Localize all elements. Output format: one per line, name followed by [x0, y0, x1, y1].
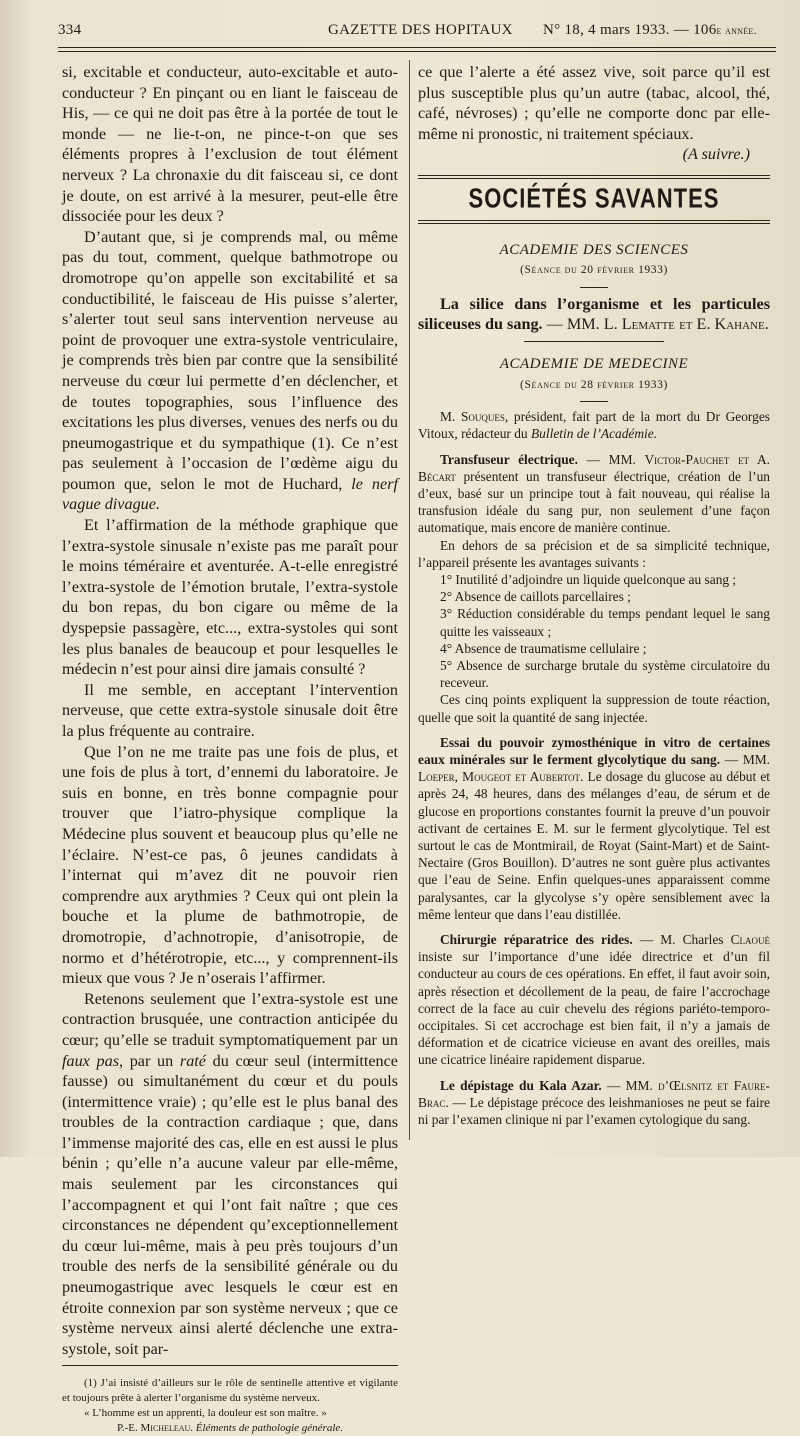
footnote-rule	[62, 1365, 398, 1366]
short-rule-1	[580, 287, 608, 288]
advantage-3: 3° Réduction considérable du temps pendant lequel le sang quitte les vaisseaux ;	[440, 606, 770, 639]
academy-sciences-seance: (Séance du 20 février 1933)	[520, 264, 668, 277]
issue-info: N° 18, 4 mars 1933. — 106e année.	[543, 22, 757, 38]
section-title: SOCIÉTÉS SAVANTES	[468, 182, 720, 214]
souques-notice: M. Souques, président, fait part de la mort du Dr Georges Vitoux, rédacteur du Bulletin de l’Académie.	[418, 409, 770, 442]
advantage-2: 2° Absence de caillots parcellaires ;	[440, 589, 631, 605]
medium-rule	[524, 341, 664, 342]
transfuseur-p2: En dehors de sa précision et de sa simplicité technique, l’appareil présente les avantages suivants :	[418, 537, 770, 570]
transfuseur-p3: Ces cinq points expliquent la suppression de toute réaction, quelle que soit la quantité de sang injectée.	[418, 692, 770, 725]
advantage-5: 5° Absence de surcharge brutale du système circulatoire du receveur.	[440, 657, 770, 691]
left-para-6: Retenons seulement que l’extra-systole est une contraction brusquée, une contraction anticipée du cœur; qu’elle se traduit symptomatiquement par un faux pas, par un raté du cœur seul (intermittence fausse) ou simultanément du cœur et du pouls (intermittence vraie) ; qu’elle est le plus banal des troubles de la contraction cardiaque ; que, dans l’immense majorité des cas, elle en est aussi le plus bénin ; qu’elle n’a aucune valeur par elle-même, mais seulement par les circonstances qui l’accompagnent et qui l’ont fait naître ; que ces circonstances ne dépendent qu’exceptionnellement du cœur lui-même, mais à peu près toujours d’un trouble des nerfs de la sensibilité générale ou du pneumogastrique avec lesquels le cœur est en étroite connexion par son système nerveux ; que ce système nerveux ainsi alerté déclenche une extra-systole, soit par-	[62, 989, 398, 1358]
advantage-4: 4° Absence de traumatisme cellulaire ;	[440, 640, 647, 656]
a-suivre: (A suivre.)	[682, 145, 750, 164]
advantages-list	[418, 571, 770, 691]
short-rule-2	[580, 401, 608, 402]
advantage-1: 1° Inutilité d’adjoindre un liquide quelconque au sang ;	[440, 571, 737, 587]
academy-medecine-seance: (Séance du 28 février 1933)	[520, 378, 668, 391]
left-column	[62, 62, 398, 1436]
transfuseur-item: Transfuseur électrique. — MM. Victor-Pauchet et A. Bécart présentent un transfuseur électrique, création de l’un d’eux, basé sur un principe tout à fait nouveau, qui réalise la transfusion idéale du sang pur, non seulement d’une façon automatique, mais encore de manière continue.	[418, 451, 770, 536]
journal-title: GAZETTE DES HOPITAUX	[328, 22, 513, 38]
academy-medecine-title: ACADEMIE DE MEDECINE	[499, 355, 689, 372]
page-header	[58, 22, 776, 42]
right-continuation: ce que l’alerte a été assez vive, soit parce qu’il est plus susceptible plus qu’un autre (tabac, alcool, thé, café, névroses) ; qu’elle ne comporte donc par elle-même ni pronostic, ni traitement spéciaux.	[418, 63, 770, 143]
left-para-4: Il me semble, en acceptant l’intervention nerveuse, que cette extra-systole sinusale doit être la plus fréquente au contraire.	[62, 680, 398, 740]
column-divider	[409, 60, 410, 1140]
essai-item: Essai du pouvoir zymosthénique in vitro de certaines eaux minérales sur le ferment glycolytique du sang. — MM. Loeper, Mougeot et Aubertot. Le dosage du glucose au début et après 24, 48 heures, dans des mélanges d’eau, de sérum et de glucose en proportions constantes fournit la preuve d’un pouvoir activant de certaines E. M. sur le ferment glycolytique. Tel est surtout le cas de Montmirail, de Royat (Saint-Mart) et de Saint-Nectaire (Gros Bouillon). D’autres ne sont guère plus activantes que l’eau de Seine. Enfin quelques-unes apparaissent comme paralysantes, car la glycolyse s’y opère sensiblement avec la même lenteur que dans l’eau distillée.	[418, 734, 770, 922]
left-para-1: si, excitable et conducteur, auto-excitable et auto-conducteur ? En pinçant ou en liant le faisceau de His, — ce qui ne doit pas être à la portée de tout le monde — ne lie-t-on, ne pince-t-on que ses éléments propres à l’exclusion de tout élément nerveux ? La chronaxie du dit faisceau si, ce dont je doute, on est arrivé à la mesurer, peut-elle être dissociée pour les deux ?	[62, 63, 398, 226]
footnote	[62, 1376, 398, 1436]
left-para-3: Et l’affirmation de la méthode graphique que l’extra-systole sinusale n’existe pas me paraît pour le moins téméraire et aventurée. A-t-elle enregistré l’extra-systole de l’émotion brutale, l’extra-systole du bon repas, du bon cigare ou même de la dyspepsie passagère, etc..., extra-systoles qui sont les plus banales de beaucoup et pour lesquelles le médecin n’est pour ainsi dire jamais consulté ?	[62, 516, 398, 679]
chirurgie-item: Chirurgie réparatrice des rides. — M. Charles Claoué insiste sur l’importance d’une idée directrice et d’un fil conducteur au cours de ces opérations. En effet, il faut avoir soin, après résection et décollement de la peau, de faire l’accrochage correct de la face au cuir chevelu des régions pariéto-temporo-occipitales. Si cet accrochage est bien fait, il n’y a jamais de déformation et de cicatrice vicieuse en avant des oreilles, mais une cicatrice linéaire rapidement disparue.	[418, 932, 771, 1068]
footnote-quote: « L’homme est un apprenti, la douleur est son maître. »	[84, 1407, 327, 1420]
header-rule-top	[58, 47, 776, 48]
footnote-text: (1) J’ai insisté d’ailleurs sur le rôle de sentinelle attentive et vigilante et toujours prête à alerter l’organisme du système nerveux.	[62, 1377, 398, 1405]
silice-item: La silice dans l’organisme et les particules siliceuses du sang. — MM. L. Lematte et E. Kahane.	[418, 294, 770, 334]
header-rule-bottom	[58, 51, 776, 52]
footnote-attribution: P.-E. Micheleau. Éléments de pathologie générale.	[116, 1422, 344, 1435]
right-column	[418, 62, 770, 1128]
left-para-2: D’autant que, si je comprends mal, ou même pas du tout, comment, quelque bathmotrope ou dromotrope qu’on appelle son excitabilité et sa conductibilité, le faisceau de His puisse s’alerter, s’alerter tout seul sans intervention nerveuse au point de provoquer une extra-systole ventriculaire, je comprends très bien par contre que la sensibilité nerveuse du cœur lui permette d’en déclencher, et de toutes topographies, sous l’influence des excitations les plus diverses, venues des nerfs ou du pneumogastrique et du sympathique (1). Ce n’est pas seulement à l’occasion de l’œdème aigu du poumon que, selon le mot de Huchard, le nerf vague divague.	[62, 227, 398, 514]
academy-sciences-title: ACADEMIE DES SCIENCES	[499, 241, 689, 258]
kala-item: Le dépistage du Kala Azar. — MM. d’Œlsnitz et Faure-Brac. — Le dépistage précoce des leishmanioses ne peut se faire ni par l’examen clinique ni par l’examen cytologique du sang.	[418, 1077, 770, 1128]
page-number: 334	[58, 22, 82, 38]
left-para-5: Que l’on ne me traite pas une fois de plus, et une fois de plus à tort, d’ennemi du laboratoire. Je suis en bonne, en très bonne compagnie pour trouver que l’iatro-physique complique la Médecine plus souvent et beaucoup plus qu’elle ne l’éclaire. N’est-ce pas, ô jeunes candidats à l’internat qui m’avez dit ne pouvoir rien comprendre aux arythmies ? Ceux qui ont plein la bouche et la plume de bathmotropie, de dromotropie, d’achnotropie, d’anisotropie, de normo et d’hétérotropie, etc..., y comprennent-ils mieux que vous ? Je n’oserais l’affirmer.	[62, 742, 398, 988]
